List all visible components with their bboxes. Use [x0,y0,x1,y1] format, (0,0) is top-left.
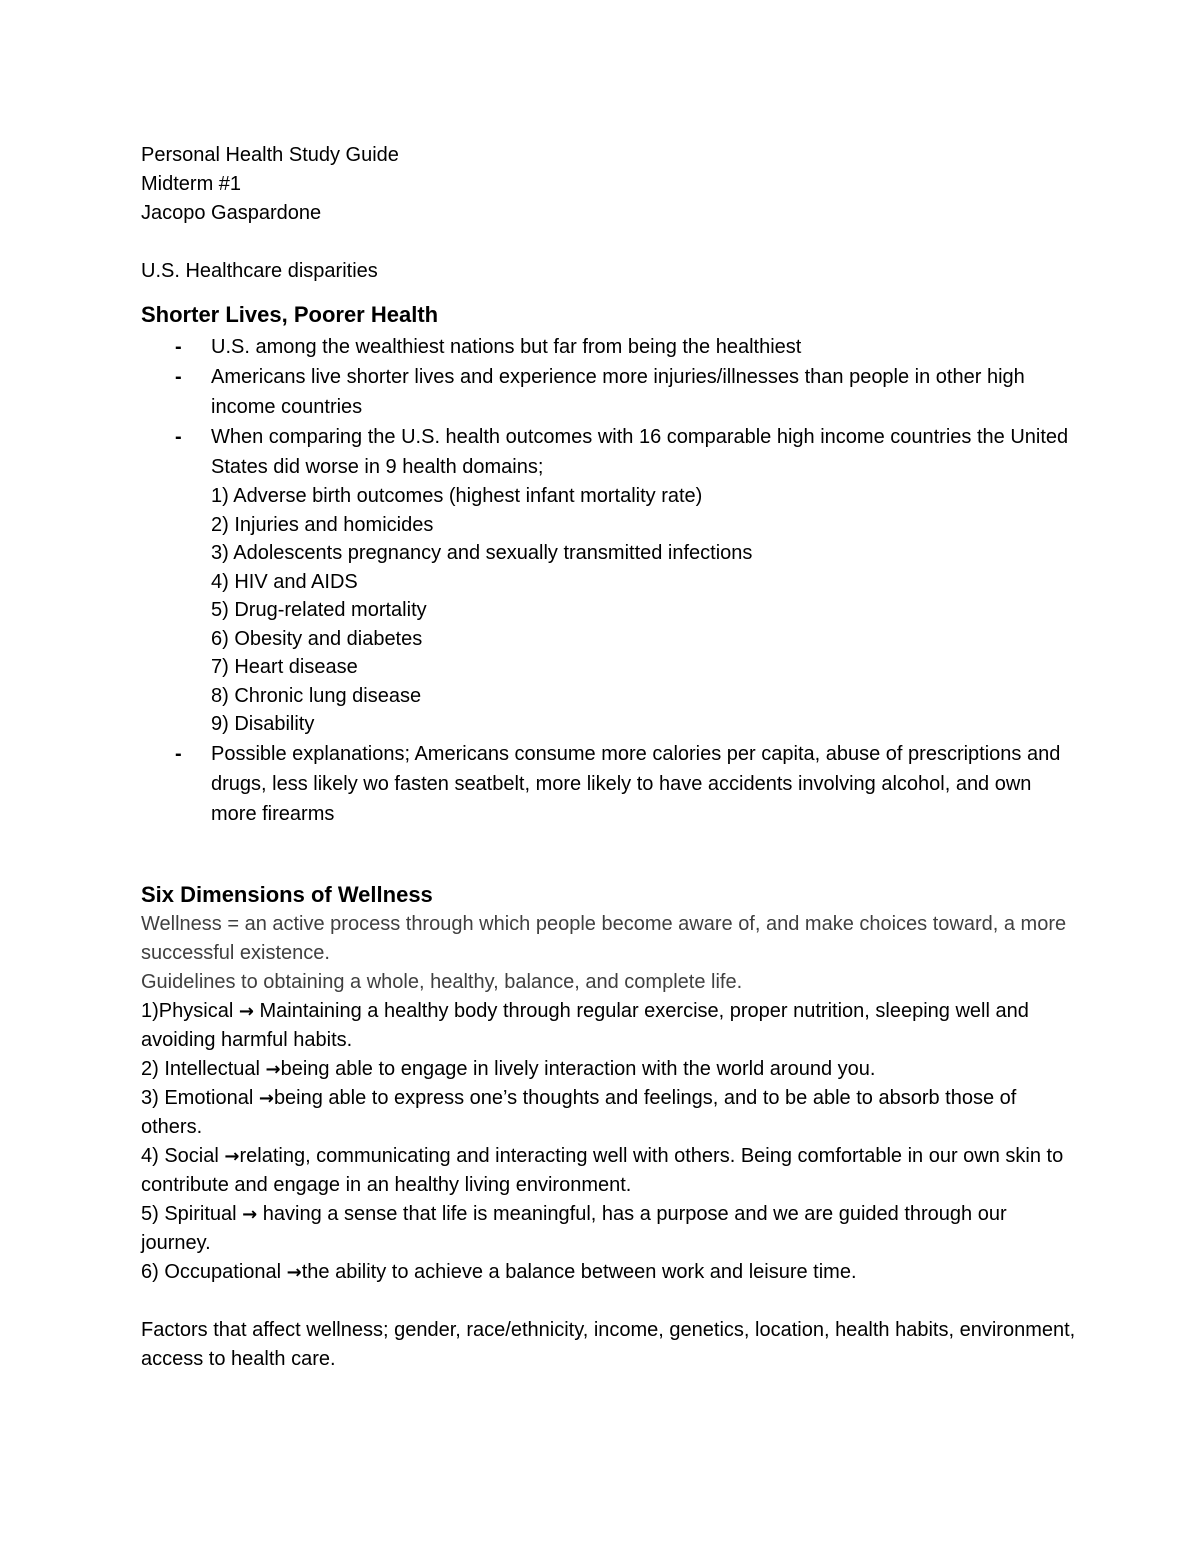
arrow-icon: → [258,1087,274,1109]
bullet-text: Americans live shorter lives and experience more injuries/illnesses than people in other high income countries [211,366,1025,418]
dimension-text: being able to engage in lively interaction with the world around you. [280,1057,876,1080]
arrow-icon: → [286,1261,302,1283]
spacer [141,1287,1081,1316]
spacer [141,228,1081,257]
document-title: Personal Health Study Guide [141,144,399,166]
bullet-item [141,739,1081,829]
document-subtitle: Midterm #1 [141,173,242,195]
arrow-icon: → [242,1203,258,1225]
dimension-item [141,1055,1081,1084]
domain-item: 9) Disability [211,713,315,735]
health-domains-list [141,482,1081,739]
dimension-text: having a sense that life is meaningful, has a purpose and we are guided through our journey. [141,1202,1007,1254]
domain-item: 5) Drug-related mortality [211,599,427,621]
domain-item: 3) Adolescents pregnancy and sexually transmitted infections [211,542,753,564]
bullet-dash: - [175,426,182,448]
dimension-label: 5) Spiritual [141,1202,243,1225]
bullet-list [141,739,1081,829]
wellness-definition: Wellness = an active process through which people become aware of, and make choices toward, a more successful existence. [141,912,1067,964]
document-content [141,141,1081,1374]
dimension-label: 1)Physical [141,999,239,1022]
bullet-item [141,362,1081,422]
wellness-factors: Factors that affect wellness; gender, race/ethnicity, income, genetics, location, health habits, environment, access to health care. [141,1318,1076,1370]
bullet-text: U.S. among the wealthiest nations but far from being the healthiest [211,336,802,358]
bullet-dash: - [175,366,182,388]
arrow-icon: → [224,1145,240,1167]
arrow-icon: → [265,1058,281,1080]
bullet-item [141,332,1081,362]
dimension-text: the ability to achieve a balance between work and leisure time. [301,1260,857,1283]
domain-item: 4) HIV and AIDS [211,570,358,593]
dimension-label: 3) Emotional [141,1086,259,1109]
spacer [141,829,1081,858]
domain-item: 2) Injuries and homicides [211,513,434,536]
dimension-item [141,1200,1081,1258]
bullet-text: When comparing the U.S. health outcomes with 16 comparable high income countries the United States did worse in 9 health domains; [211,426,1069,478]
bullet-list [141,332,1081,482]
bullet-item [141,422,1081,482]
dimension-label: 2) Intellectual [141,1057,266,1080]
wellness-guidelines: Guidelines to obtaining a whole, healthy, balance, and complete life. [141,970,743,993]
dimension-item [141,997,1081,1055]
dimension-text: Maintaining a healthy body through regular exercise, proper nutrition, sleeping well and avoiding harmful habits. [141,999,1029,1051]
section-heading-shorter-lives: Shorter Lives, Poorer Health [141,302,439,327]
dimension-text: relating, communicating and interacting well with others. Being comfortable in our own skin to contribute and engage in an healthy living environment. [141,1144,1064,1196]
arrow-icon: → [238,1000,254,1022]
domain-item: 1) Adverse birth outcomes (highest infant mortality rate) [211,485,703,507]
domain-item: 6) Obesity and diabetes [211,627,423,650]
dimension-label: 6) Occupational [141,1260,287,1283]
document-topic: U.S. Healthcare disparities [141,260,378,282]
dimension-text: being able to express one’s thoughts and feelings, and to be able to absorb those of others. [141,1086,1017,1138]
document-author: Jacopo Gaspardone [141,202,322,224]
dimension-item [141,1084,1081,1142]
domain-item: 8) Chronic lung disease [211,684,422,707]
bullet-dash: - [175,336,182,358]
dimension-item [141,1258,1081,1287]
bullet-text: Possible explanations; Americans consume more calories per capita, abuse of prescriptions and drugs, less likely wo fasten seatbelt, more likely to have accidents involving alcohol, and own more firearms [211,742,1061,825]
domain-item: 7) Heart disease [211,656,358,678]
dimension-item [141,1142,1081,1200]
dimension-label: 4) Social [141,1144,225,1167]
section-heading-six-dimensions: Six Dimensions of Wellness [141,881,433,907]
bullet-dash: - [175,742,182,765]
